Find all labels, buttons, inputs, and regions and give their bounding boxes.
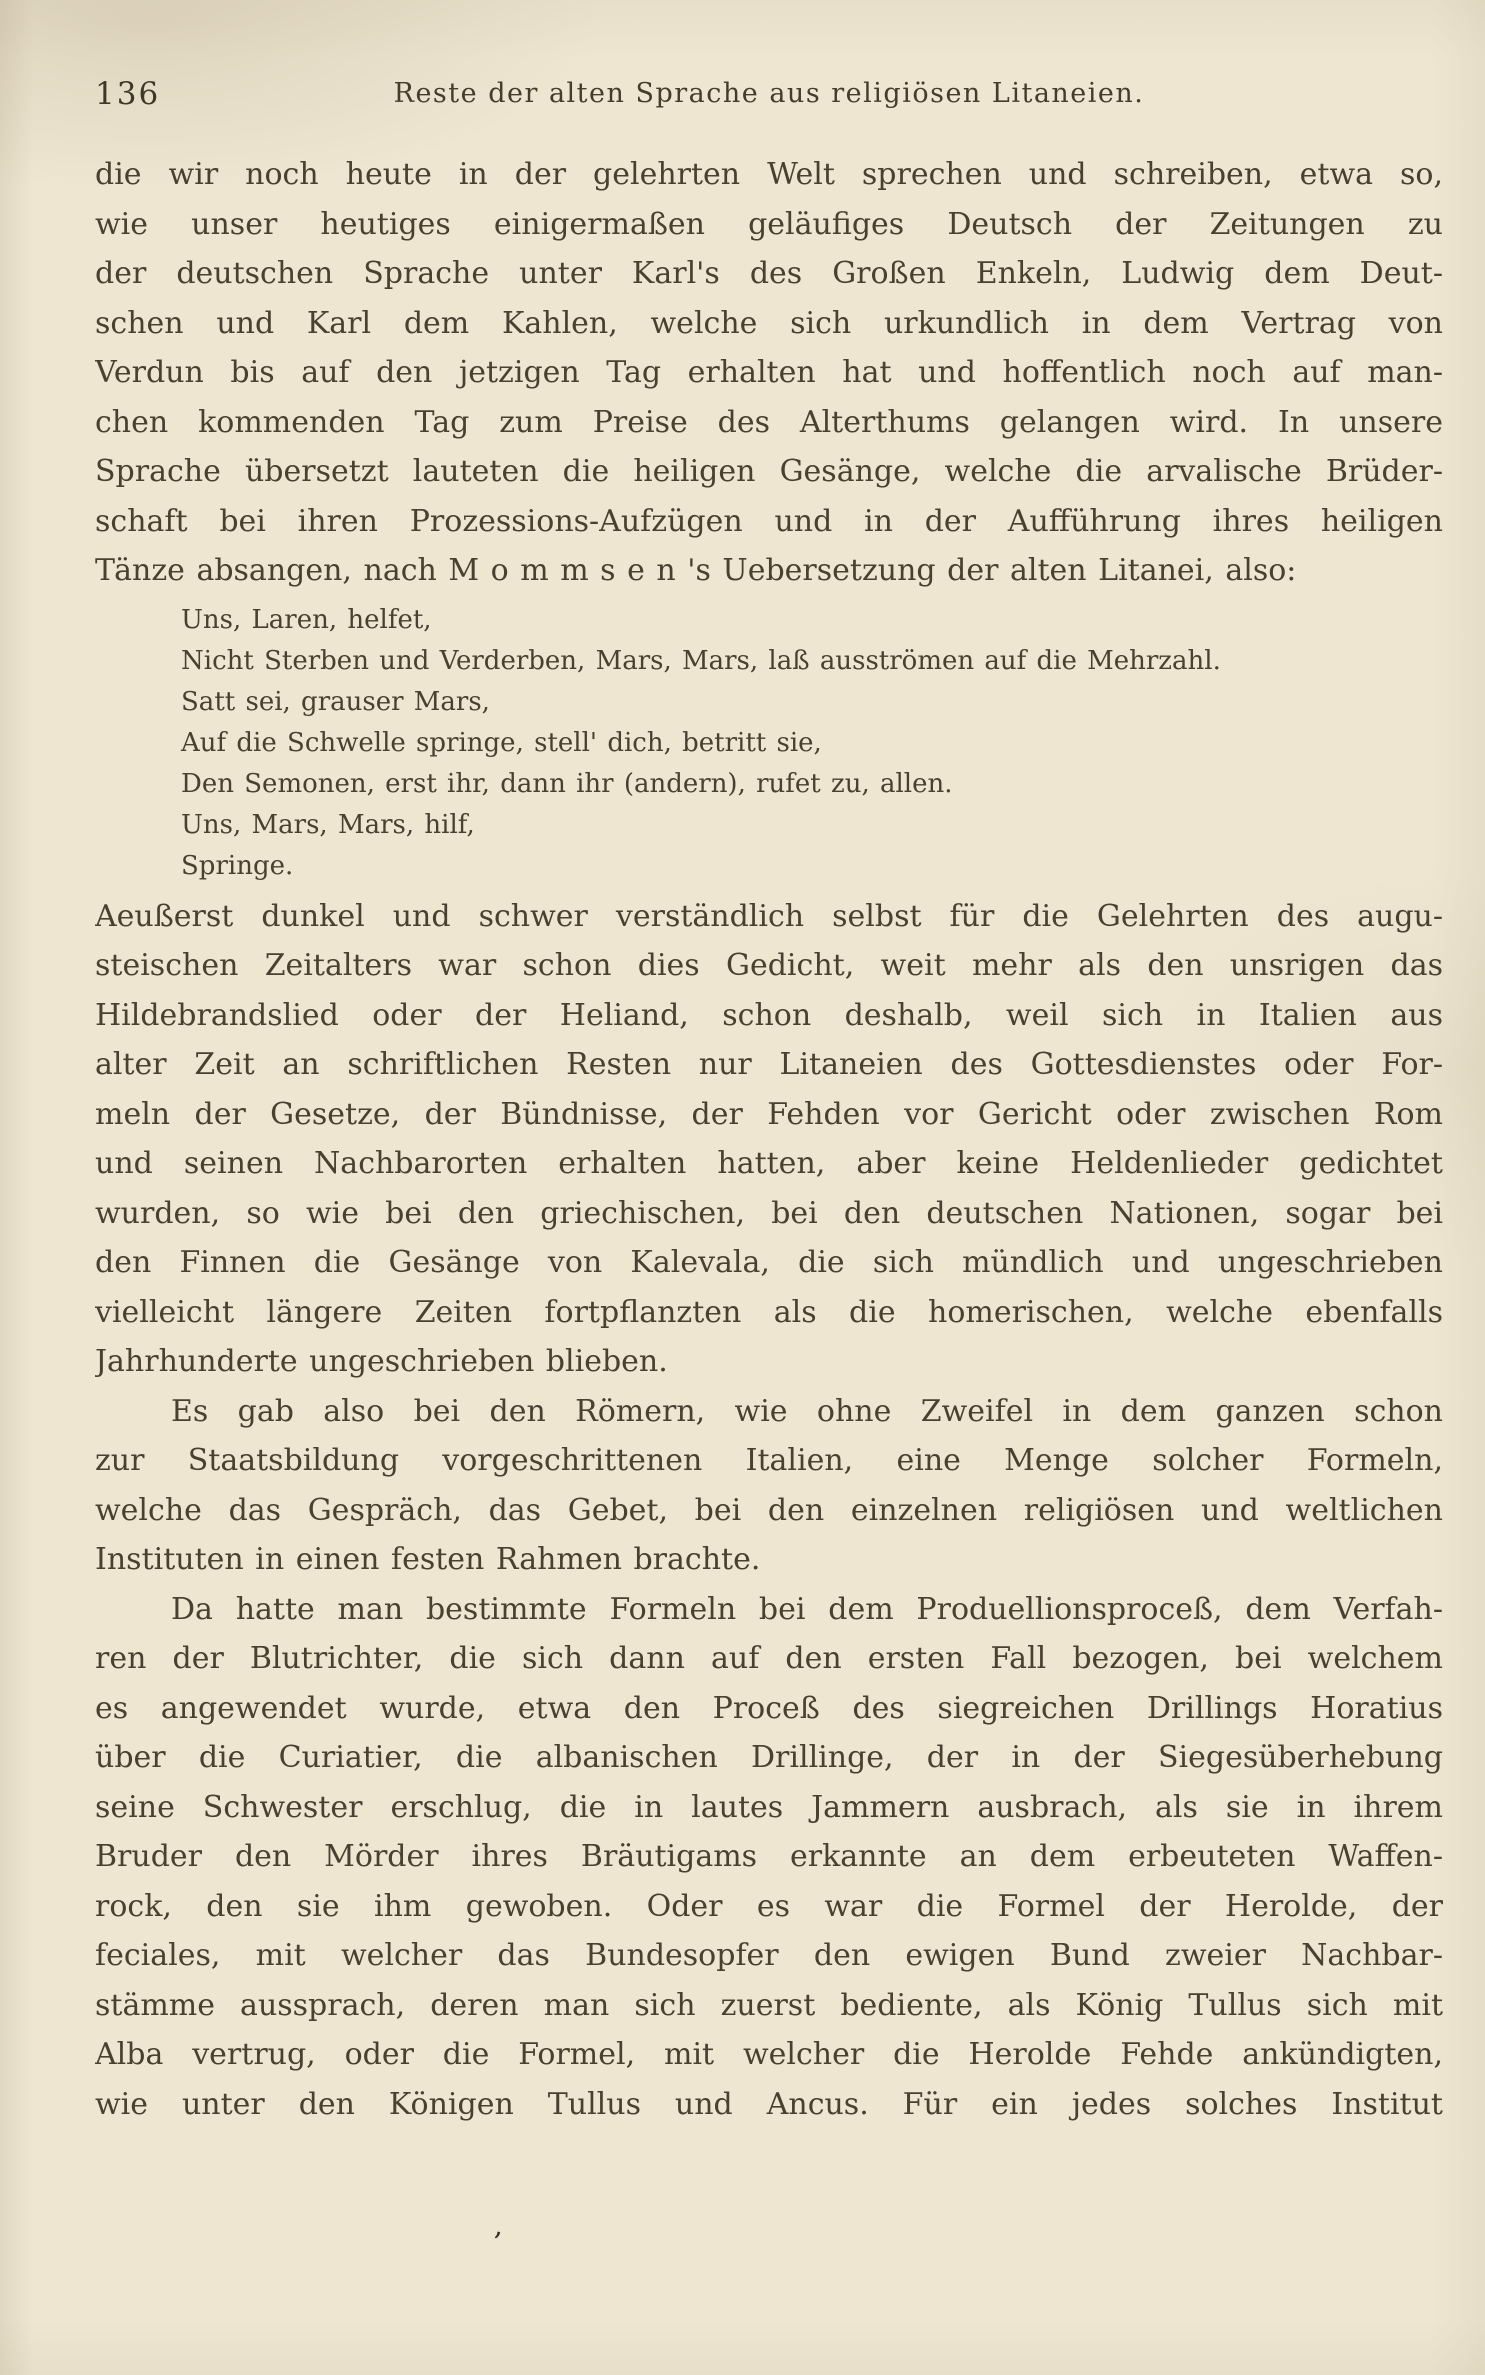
text-line: chen kommenden Tag zum Preise des Alterthums gelangen wird. In unsere bbox=[95, 404, 1443, 440]
text-line: Uns, Mars, Mars, hilf, bbox=[181, 809, 475, 840]
text-line: zur Staatsbildung vorgeschrittenen Italien, eine Menge solcher Formeln, bbox=[95, 1443, 1443, 1478]
page-header bbox=[95, 72, 1443, 118]
text-line: Hildebrandslied oder der Heliand, schon deshalb, weil sich in Italien aus bbox=[95, 997, 1443, 1033]
text-line: rock, den sie ihm gewoben. Oder es war die Formel der Herolde, der bbox=[95, 1888, 1443, 1924]
text-line: ren der Blutrichter, die sich dann auf den ersten Fall bezogen, bei welchem bbox=[95, 1641, 1443, 1676]
text-line: und seinen Nachbarorten erhalten hatten, aber keine Heldenlieder gedichtet bbox=[95, 1146, 1443, 1181]
text-line: vielleicht längere Zeiten fortpflanzten als die homerischen, welche ebenfalls bbox=[95, 1294, 1443, 1330]
text-line: Tänze absangen, nach M o m m s e n 's Uebersetzung der alten Litanei, also: bbox=[95, 553, 1297, 588]
text-line: schaft bei ihren Prozessions-Aufzügen und in der Aufführung ihres heiligen bbox=[95, 503, 1443, 539]
text-line: über die Curiatier, die albanischen Drillinge, der in der Siegesüberhebung bbox=[95, 1740, 1443, 1775]
text-line: Instituten in einen festen Rahmen brachte. bbox=[95, 1542, 761, 1577]
text-line: Jahrhunderte ungeschrieben blieben. bbox=[95, 1344, 668, 1379]
text-line: den Finnen die Gesänge von Kalevala, die sich mündlich und ungeschrieben bbox=[95, 1245, 1443, 1280]
paragraph bbox=[95, 1585, 1443, 2130]
paragraph bbox=[95, 1387, 1443, 1585]
text-line: Satt sei, grauser Mars, bbox=[181, 686, 490, 717]
text-line: Aeußerst dunkel und schwer verständlich selbst für die Gelehrten des augu- bbox=[95, 898, 1443, 934]
text-line: wie unter den Königen Tullus und Ancus. Für ein jedes solches Institut bbox=[95, 2086, 1443, 2122]
text-line: Springe. bbox=[181, 850, 294, 881]
text-line: Bruder den Mörder ihres Bräutigams erkannte an dem erbeuteten Waffen- bbox=[95, 1839, 1443, 1874]
text-line: Alba vertrug, oder die Formel, mit welcher die Herolde Fehde ankündigten, bbox=[95, 2037, 1443, 2072]
text-line: Nicht Sterben und Verderben, Mars, Mars, laß ausströmen auf die Mehrzahl. bbox=[181, 645, 1221, 676]
text-line: Uns, Laren, helfet, bbox=[181, 604, 432, 635]
text-line: steischen Zeitalters war schon dies Gedicht, weit mehr als den unsrigen das bbox=[95, 948, 1443, 983]
paragraph bbox=[95, 892, 1443, 1387]
text-line: meln der Gesetze, der Bündnisse, der Fehden vor Gericht oder zwischen Rom bbox=[95, 1096, 1443, 1132]
text-line: Auf die Schwelle springe, stell' dich, betritt sie, bbox=[181, 727, 822, 758]
text-line: die wir noch heute in der gelehrten Welt sprechen und schreiben, etwa so, bbox=[95, 157, 1443, 192]
text-line: Es gab also bei den Römern, wie ohne Zweifel in dem ganzen schon bbox=[171, 1393, 1443, 1429]
text-line: Da hatte man bestimmte Formeln bei dem Produellionsproceß, dem Verfah- bbox=[171, 1591, 1443, 1627]
text-line: wurden, so wie bei den griechischen, bei den deutschen Nationen, sogar bei bbox=[95, 1195, 1443, 1231]
ink-speck-icon: ’ bbox=[489, 2225, 504, 2260]
text-line: Verdun bis auf den jetzigen Tag erhalten hat und hoffentlich noch auf man- bbox=[95, 355, 1443, 390]
text-line: seine Schwester erschlug, die in lautes Jammern ausbrach, als sie in ihrem bbox=[95, 1789, 1443, 1825]
text-line: der deutschen Sprache unter Karl's des Großen Enkeln, Ludwig dem Deut- bbox=[95, 256, 1443, 291]
page-number: 136 bbox=[95, 76, 161, 112]
text-line: wie unser heutiges einigermaßen geläufiges Deutsch der Zeitungen zu bbox=[95, 206, 1443, 242]
text-line: stämme aussprach, deren man sich zuerst bediente, als König Tullus sich mit bbox=[95, 1987, 1443, 2023]
text-line: Den Semonen, erst ihr, dann ihr (andern), rufet zu, allen. bbox=[181, 768, 953, 799]
text-line: es angewendet wurde, etwa den Proceß des siegreichen Drillings Horatius bbox=[95, 1690, 1443, 1726]
text-line: feciales, mit welcher das Bundesopfer den ewigen Bund zweier Nachbar- bbox=[95, 1938, 1443, 1973]
text-line: schen und Karl dem Kahlen, welche sich urkundlich in dem Vertrag von bbox=[95, 305, 1443, 341]
text-line: Sprache übersetzt lauteten die heiligen Gesänge, welche die arvalische Brüder- bbox=[95, 454, 1443, 489]
text-line: welche das Gespräch, das Gebet, bei den einzelnen religiösen und weltlichen bbox=[95, 1492, 1443, 1528]
litany-verse bbox=[95, 600, 1443, 887]
text-line: alter Zeit an schriftlichen Resten nur Litaneien des Gottesdienstes oder For- bbox=[95, 1047, 1443, 1082]
text-block bbox=[95, 150, 1443, 2129]
running-title: Reste der alten Sprache aus religiösen Litaneien. bbox=[393, 78, 1145, 109]
paragraph bbox=[95, 150, 1443, 596]
